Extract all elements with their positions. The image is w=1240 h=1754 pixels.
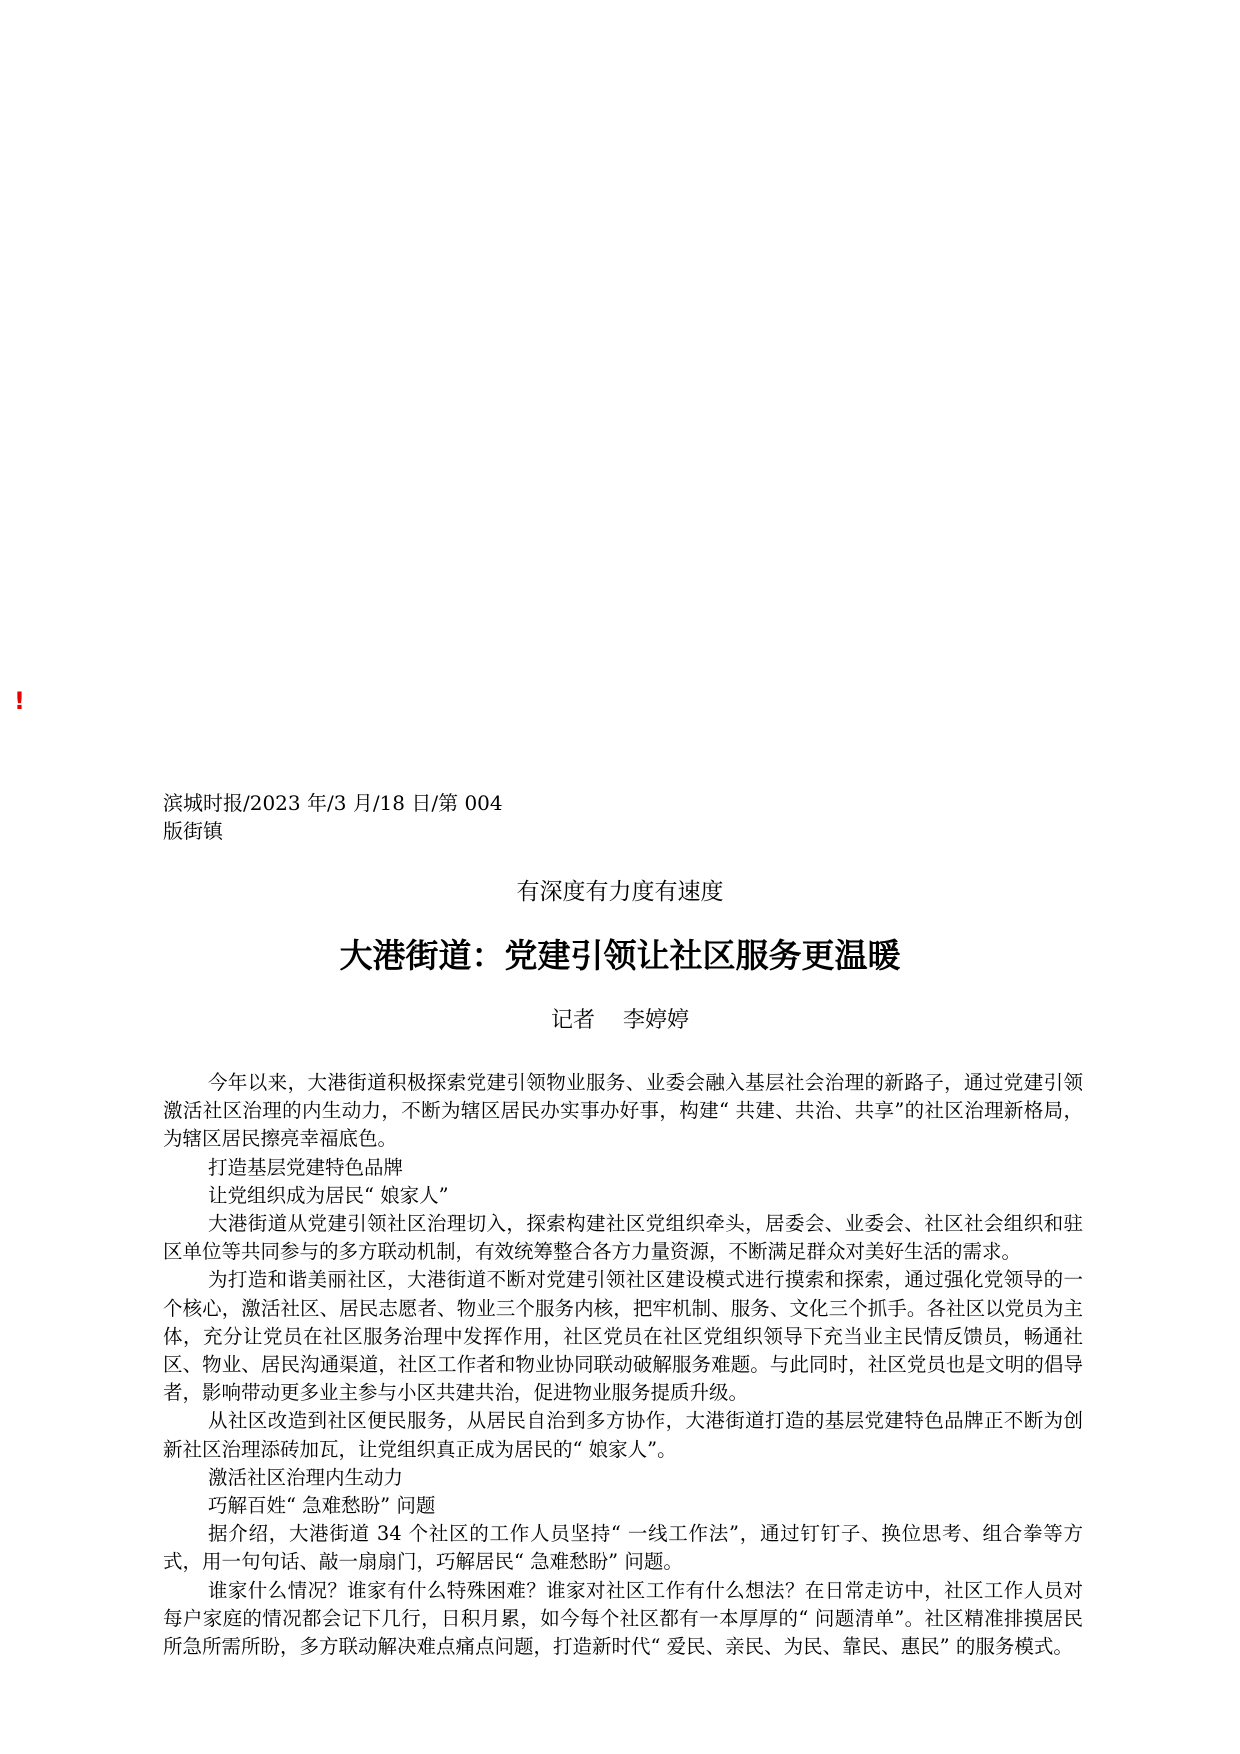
byline: 记者 李婷婷 — [551, 1008, 689, 1033]
paragraph: 从社区改造到社区便民服务，从居民自治到多方协作，大港街道打造的基层党建特色品牌正不断为创新社区治理添砖加瓦，让党组织真正成为居民的“ 娘家人”。 — [163, 1409, 1083, 1461]
paragraph: 据介绍，大港街道 34 个社区的工作人员坚持“ 一线工作法”，通过钉钉子、换位思考、组合拳等方式，用一句句话、敲一扇扇门，巧解居民“ 急难愁盼” 问题。 — [163, 1522, 1083, 1574]
section-subheading: 让党组织成为居民“ 娘家人” — [208, 1183, 449, 1207]
source-line-1: 滨城时报/2023 年/3 月/18 日/第 004 — [163, 791, 503, 815]
paragraph: 今年以来，大港街道积极探索党建引领物业服务、业委会融入基层社会治理的新路子，通过党建引领激活社区治理的内生动力，不断为辖区居民办实事办好事，构建“ 共建、共治、共享”的社区治理新格局，为辖区居民擦亮幸福底色。 — [163, 1071, 1083, 1151]
source-line — [163, 789, 563, 845]
kicker: 有深度有力度有速度 — [516, 879, 724, 905]
section-heading: 激活社区治理内生动力 — [208, 1465, 404, 1489]
section-heading: 打造基层党建特色品牌 — [208, 1155, 404, 1179]
paragraph: 谁家什么情况？谁家有什么特殊困难？谁家对社区工作有什么想法？在日常走访中，社区工作人员对每户家庭的情况都会记下几行，日积月累，如今每个社区都有一本厚厚的“ 问题清单”。社区精准排摸居民所急所需所盼，多方联动解决难点痛点问题，打造新时代“ 爱民、亲民、为民、靠民、惠民” 的服务模式。 — [163, 1578, 1083, 1659]
paragraph: 为打造和谐美丽社区，大港街道不断对党建引领社区建设模式进行摸索和探索，通过强化党领导的一个核心，激活社区、居民志愿者、物业三个服务内核，把牢机制、服务、文化三个抓手。各社区以党员为主体，充分让党员在社区服务治理中发挥作用，社区党员在社区党组织领导下充当业主民情反馈员，畅通社区、物业、居民沟通渠道，社区工作者和物业协同联动破解服务难题。与此同时，社区党员也是文明的倡导者，影响带动更多业主参与小区共建共治，促进物业服务提质升级。 — [163, 1268, 1083, 1405]
exclamation-mark: ! — [14, 687, 25, 715]
source-line-2: 版街镇 — [163, 819, 223, 843]
article-body — [163, 1069, 1083, 1661]
paragraph: 大港街道从党建引领社区治理切入，探索构建社区党组织牵头，居委会、业委会、社区社会组织和驻区单位等共同参与的多方联动机制，有效统筹整合各方力量资源，不断满足群众对美好生活的需求。 — [163, 1212, 1083, 1264]
headline: 大港街道：党建引领让社区服务更温暖 — [339, 936, 901, 975]
section-subheading: 巧解百姓“ 急难愁盼” 问题 — [208, 1494, 436, 1518]
